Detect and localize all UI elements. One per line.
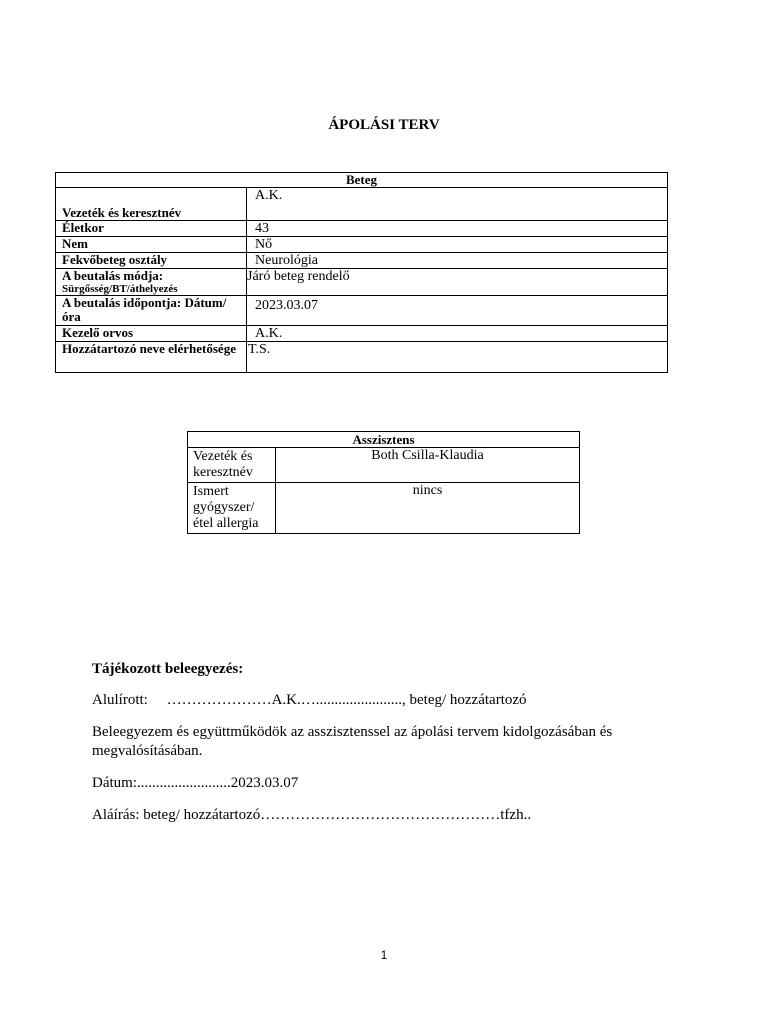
label-allergy: Ismert gyógyszer/ étel allergia xyxy=(188,483,276,534)
patient-table xyxy=(55,172,668,373)
label-ward: Fekvőbeteg osztály xyxy=(56,253,247,269)
label-assistant-name: Vezeték és keresztnév xyxy=(188,448,276,483)
value-allergy: nincs xyxy=(276,483,580,534)
referral-mode-sublabel: Sürgősség/BT/áthelyezés xyxy=(62,283,178,295)
value-ward: Neurológia xyxy=(247,253,668,269)
value-referral-mode: Járó beteg rendelő xyxy=(247,269,668,296)
value-name: A.K. xyxy=(247,188,668,221)
label-referral-mode xyxy=(56,269,247,296)
value-referral-date: 2023.03.07 xyxy=(247,296,668,326)
value-assistant-name: Both Csilla-Klaudia xyxy=(276,448,580,483)
value-relative: T.S. xyxy=(247,342,668,373)
patient-table-header: Beteg xyxy=(56,173,668,188)
referral-mode-label: A beutalás módja: xyxy=(62,268,164,283)
label-sex: Nem xyxy=(56,237,247,253)
document-title: ÁPOLÁSI TERV xyxy=(328,117,440,133)
label-name: Vezeték és keresztnév xyxy=(56,188,247,221)
consent-statement: Beleegyezem és együttműködök az asszisztenssel az ápolási tervem kidolgozásában és megvalósításában. xyxy=(92,724,613,759)
consent-signature: Aláírás: beteg/ hozzátartozó…………………………………………tfzh.. xyxy=(92,807,532,823)
value-age: 43 xyxy=(247,221,668,237)
consent-heading: Tájékozott beleegyezés: xyxy=(92,661,244,677)
consent-date: Dátum:.........................2023.03.07 xyxy=(92,775,299,791)
assistant-table-header: Asszisztens xyxy=(188,432,580,448)
value-doctor: A.K. xyxy=(247,326,668,342)
page-number: 1 xyxy=(380,948,388,962)
label-relative: Hozzátartozó neve elérhetősége xyxy=(56,342,247,373)
label-doctor: Kezelő orvos xyxy=(56,326,247,342)
consent-undersigned: Alulírott: …………………A.K.…......................., beteg/ hozzátartozó xyxy=(92,692,527,708)
assistant-table xyxy=(187,431,580,534)
label-age: Életkor xyxy=(56,221,247,237)
value-sex: Nő xyxy=(247,237,668,253)
label-referral-date: A beutalás időpontja: Dátum/ óra xyxy=(56,296,247,326)
